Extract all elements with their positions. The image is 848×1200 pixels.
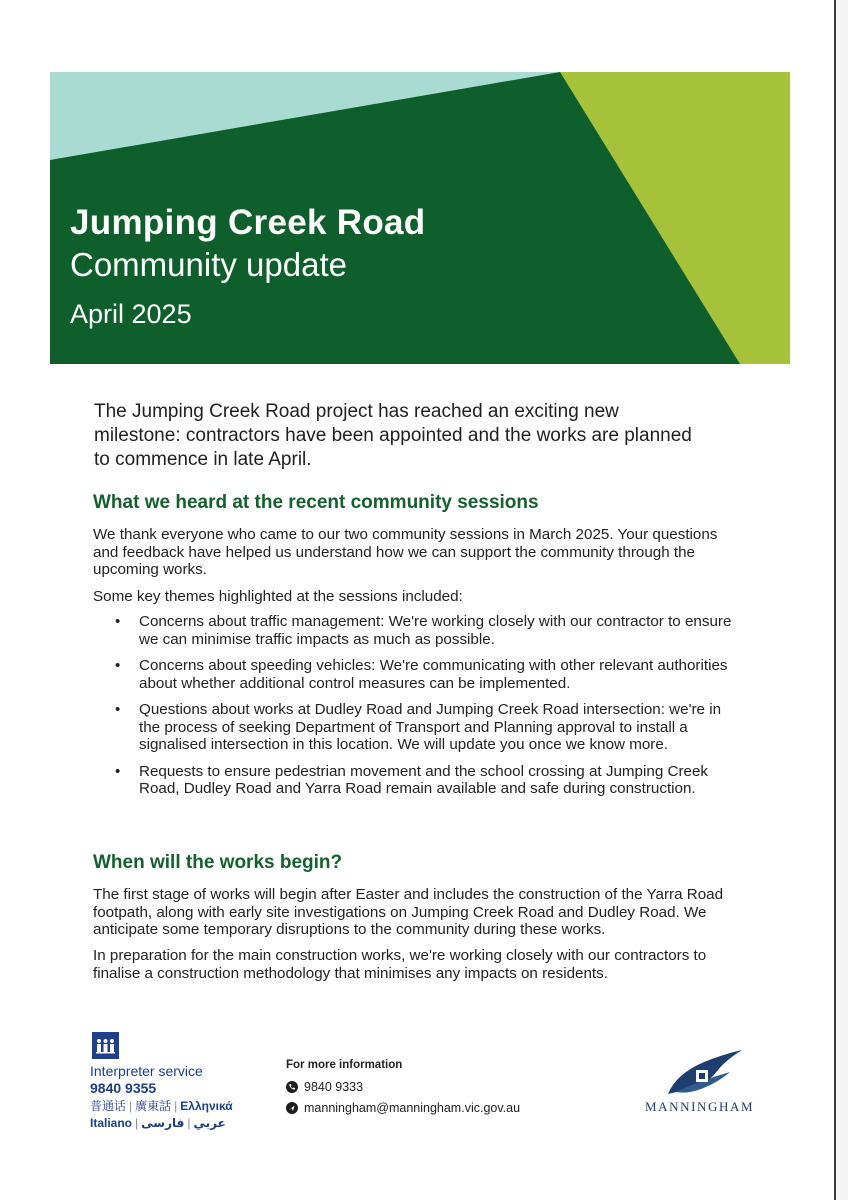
key-themes-list [93, 613, 743, 807]
bullet-icon: • [115, 762, 121, 780]
list-item [93, 613, 743, 648]
interpreter-phone[interactable]: 9840 9355 [90, 1080, 157, 1096]
manningham-emblem-icon [646, 1048, 746, 1098]
language-arabic: عربي [193, 1116, 226, 1130]
section-heading-community-sessions: What we heard at the recent community sessions [93, 492, 539, 513]
phone-icon [286, 1081, 298, 1093]
list-item-text: Requests to ensure pedestrian movement and the school crossing at Jumping Creek Road, Dudley Road and Yarra Road remain available and safe during construction. [139, 762, 708, 797]
language-persian: فارسی [141, 1116, 185, 1130]
more-info-heading: For more information [286, 1059, 403, 1071]
email-icon [286, 1102, 298, 1114]
bullet-icon: • [115, 701, 121, 718]
list-item-text: Questions about works at Dudley Road and Jumping Creek Road intersection: we're in the process of seeking Department of Transport and Planning approval to install a signalised intersection in this location. We will update you once we know more. [139, 701, 722, 753]
language-greek: Ελληνικά [180, 1099, 233, 1113]
page-title: Jumping Creek Road [70, 203, 426, 242]
page-date: April 2025 [70, 299, 192, 329]
interpreter-service-label: Interpreter service [90, 1063, 203, 1079]
bullet-icon: • [115, 657, 121, 674]
manningham-wordmark: MANNINGHAM [645, 1099, 755, 1114]
list-item [93, 763, 743, 798]
page-edge-shadow [836, 0, 848, 1200]
list-item-text: Concerns about traffic management: We're working closely with our contractor to ensure we can minimise traffic impacts as much as possible. [139, 613, 732, 648]
contact-email[interactable]: manningham@manningham.vic.gov.au [304, 1101, 521, 1115]
contact-phone-row[interactable] [286, 1080, 363, 1094]
list-item [93, 701, 743, 754]
interpreter-icon [92, 1032, 119, 1059]
contact-phone[interactable]: 9840 9333 [304, 1080, 364, 1094]
header-banner [50, 72, 790, 364]
language-mandarin: 普通话 [90, 1099, 127, 1113]
section-heading-works-begin: When will the works begin? [93, 852, 343, 873]
intro-paragraph: The Jumping Creek Road project has reached an exciting new milestone: contractors have been appointed and the works are planned to commence in late April. [94, 401, 692, 470]
section2-paragraph-1: The first stage of works will begin after Easter and includes the construction of the Yarra Road footpath, along with early site investigations on Jumping Creek Road and Dudley Road. We anticipate some temporary disruptions to the community during these works. [93, 886, 724, 938]
bullet-icon: • [115, 613, 121, 630]
language-italian: Italiano [90, 1116, 133, 1130]
section1-paragraph-2: Some key themes highlighted at the sessions included: [93, 588, 463, 605]
interpreter-languages: 普通话 | 廣東話 | Ελληνικά Italiano | عربي|فارسی [90, 1099, 233, 1130]
section2-paragraph-2: In preparation for the main construction works, we're working closely with our contractors to finalise a construction methodology that minimises any impacts on residents. [93, 947, 707, 982]
contact-email-row[interactable] [286, 1101, 520, 1115]
language-cantonese: 廣東話 [135, 1099, 172, 1113]
manningham-logo [646, 1048, 746, 1103]
page-subtitle: Community update [70, 246, 347, 283]
list-item [93, 657, 743, 692]
section1-paragraph-1: We thank everyone who came to our two community sessions in March 2025. Your questions and feedback have helped us understand how we can support the community through the upcoming works. [93, 526, 718, 578]
page-edge [834, 0, 836, 1200]
list-item-text: Concerns about speeding vehicles: We're communicating with other relevant authorities about whether additional control measures can be implemented. [139, 657, 728, 692]
